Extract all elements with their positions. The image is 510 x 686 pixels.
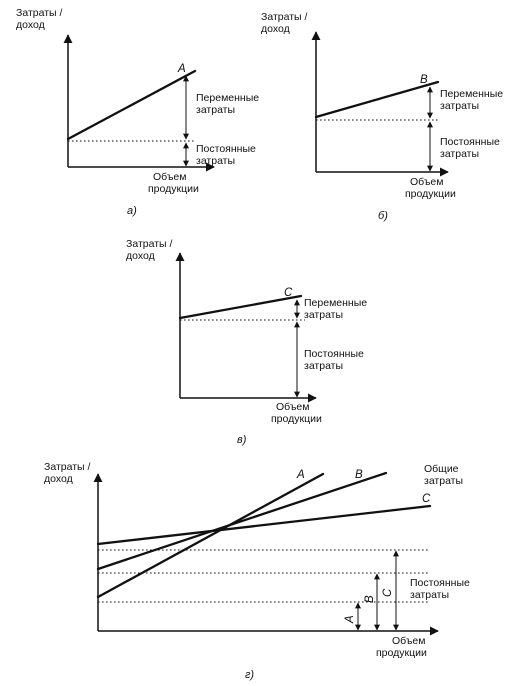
panel-d-line-label-b: B <box>355 469 363 481</box>
panel-c <box>126 238 367 446</box>
panel-c-variable-label-1: Переменные <box>304 297 368 309</box>
panel-a-x-label-1: Объем <box>153 171 187 183</box>
panel-b-line-b <box>316 82 438 117</box>
panel-d-dim-label-b: B <box>364 595 376 603</box>
panel-b-variable-label-1: Переменные <box>440 88 504 100</box>
panel-b-x-label-1: Объем <box>410 176 444 188</box>
panel-d-line-c <box>98 506 430 544</box>
panel-d-y-label-1: Затраты / <box>44 461 91 473</box>
panel-a-line-label: A <box>178 63 186 75</box>
panel-a-fixed-label-2: затраты <box>196 155 236 167</box>
panel-a-y-label-1: Затраты / <box>16 7 63 19</box>
panel-a-variable-label-1: Переменные <box>196 92 260 104</box>
panel-d-total-label-2: затраты <box>424 475 464 487</box>
panel-c-fixed-label-1: Постоянные <box>304 348 364 360</box>
panel-d-caption: г) <box>245 669 255 681</box>
panel-d-fixed-label-1: Постоянные <box>410 577 470 589</box>
panel-b-y-label-1: Затраты / <box>261 11 308 23</box>
panel-b-x-label-2: продукции <box>405 188 456 200</box>
panel-d-line-label-c: C <box>422 493 431 505</box>
panel-c-caption: в) <box>237 434 247 446</box>
panel-b-caption: б) <box>378 210 388 222</box>
panel-d-dim-label-c: C <box>382 588 394 597</box>
panel-b-variable-label-2: затраты <box>440 100 480 112</box>
panel-d-total-label-1: Общие <box>424 463 459 475</box>
panel-b <box>261 11 503 222</box>
panel-b-line-label: B <box>420 74 428 86</box>
panel-a <box>16 7 259 217</box>
panel-d-y-label-2: доход <box>44 473 73 485</box>
panel-a-fixed-label-1: Постоянные <box>196 143 256 155</box>
panel-a-caption: а) <box>127 205 137 217</box>
panel-b-y-label-2: доход <box>261 23 290 35</box>
panel-b-fixed-label-1: Постоянные <box>440 136 500 148</box>
panel-a-x-label-2: продукции <box>148 183 199 195</box>
panel-d-line-label-a: A <box>297 469 305 481</box>
panel-c-variable-label-2: затраты <box>304 309 344 321</box>
panel-a-variable-label-2: затраты <box>196 104 236 116</box>
panel-a-line-a <box>68 71 195 139</box>
panel-d-line-a <box>98 474 323 597</box>
panel-c-line-c <box>180 296 301 318</box>
panel-d-fixed-label-2: затраты <box>410 589 450 601</box>
panel-d-line-b <box>98 473 386 569</box>
panel-c-fixed-label-2: затраты <box>304 360 344 372</box>
panel-c-x-label-2: продукции <box>271 413 322 425</box>
panel-c-y-label-2: доход <box>126 250 155 262</box>
panel-d-x-label-2: продукции <box>376 647 427 659</box>
panel-d-dim-label-a: A <box>344 615 356 623</box>
panel-d-x-label-1: Объем <box>392 635 426 647</box>
panel-b-fixed-label-2: затраты <box>440 148 480 160</box>
panel-d <box>44 461 470 681</box>
panel-c-y-label-1: Затраты / <box>126 238 173 250</box>
panel-c-line-label: C <box>284 287 293 299</box>
panel-c-x-label-1: Объем <box>276 401 310 413</box>
panel-a-y-label-2: доход <box>16 19 45 31</box>
